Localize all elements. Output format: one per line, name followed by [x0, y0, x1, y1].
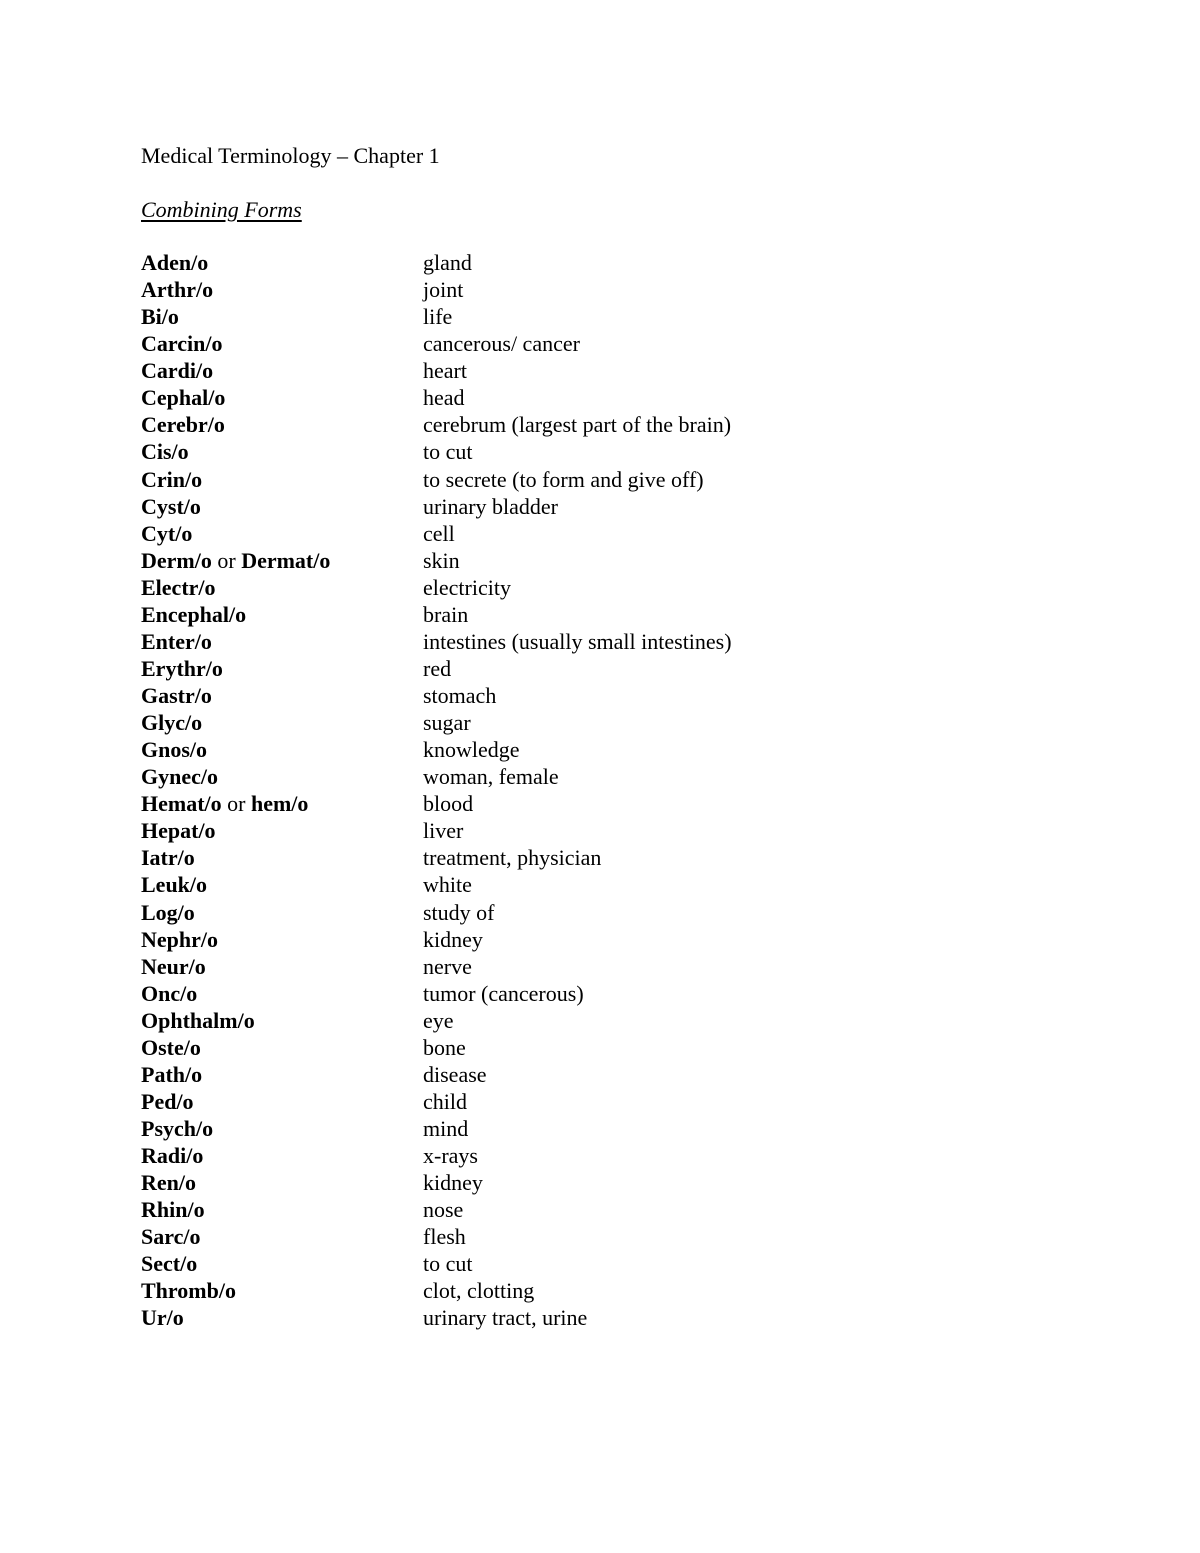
term-row: [141, 547, 941, 574]
definition: to secrete (to form and give off): [423, 466, 704, 492]
term-list: [141, 249, 941, 1332]
combining-form: [141, 1142, 423, 1169]
combining-form: [141, 817, 423, 844]
term-row: [141, 601, 941, 628]
combining-form: [141, 1088, 423, 1115]
definition: skin: [423, 547, 460, 573]
combining-form-text: Ped/o: [141, 1088, 194, 1114]
combining-form-text: Neur/o: [141, 953, 206, 979]
combining-form: [141, 384, 423, 411]
term-row: [141, 493, 941, 520]
definition: cell: [423, 520, 455, 546]
term-row: [141, 438, 941, 465]
definition: sugar: [423, 710, 471, 736]
combining-form: [141, 736, 423, 763]
definition: eye: [423, 1007, 454, 1033]
definition: nerve: [423, 953, 472, 979]
combining-form-text: Gastr/o: [141, 683, 212, 708]
definition: red: [423, 655, 452, 681]
combining-form-conjunction: or: [217, 547, 236, 573]
combining-form-conjunction: or: [227, 791, 246, 817]
definition: to cut: [423, 439, 473, 465]
definition: kidney: [423, 926, 483, 952]
term-row: [141, 1196, 941, 1223]
definition: joint: [423, 277, 464, 303]
term-row: [141, 1250, 941, 1277]
term-row: [141, 953, 941, 980]
term-row: [141, 357, 941, 384]
combining-form-text: Hepat/o: [141, 818, 216, 844]
combining-form-text: Nephr/o: [141, 926, 218, 952]
combining-form: [141, 1061, 423, 1088]
definition: brain: [423, 601, 469, 627]
term-row: [141, 655, 941, 682]
term-row: [141, 926, 941, 953]
section-heading: Combining Forms: [141, 197, 302, 222]
definition: flesh: [423, 1224, 466, 1250]
term-row: [141, 276, 941, 303]
combining-form: [141, 844, 423, 871]
definition: intestines (usually small intestines): [423, 628, 732, 654]
definition: cerebrum (largest part of the brain): [423, 412, 732, 438]
definition: electricity: [423, 574, 511, 600]
combining-form: [141, 303, 423, 330]
term-row: [141, 1115, 941, 1142]
combining-form-text: Sect/o: [141, 1251, 198, 1277]
combining-form-text: Psych/o: [141, 1116, 214, 1141]
combining-form-text: Radi/o: [141, 1143, 204, 1169]
term-row: [141, 330, 941, 357]
combining-form: [141, 709, 423, 736]
definition: woman, female: [423, 764, 559, 790]
combining-form: [141, 980, 423, 1007]
combining-form: [141, 466, 423, 493]
combining-form-text: Derm/o: [141, 547, 212, 573]
term-row: [141, 411, 941, 438]
term-row: [141, 1304, 941, 1331]
combining-form-text: Cerebr/o: [141, 412, 225, 438]
definition: gland: [423, 250, 472, 275]
combining-form: [141, 1250, 423, 1277]
definition: urinary bladder: [423, 493, 558, 519]
term-row: [141, 899, 941, 926]
term-row: [141, 1169, 941, 1196]
combining-form: [141, 1169, 423, 1196]
definition: heart: [423, 358, 467, 384]
combining-form: [141, 899, 423, 926]
definition: mind: [423, 1116, 469, 1141]
definition: cancerous/ cancer: [423, 331, 580, 357]
term-row: [141, 303, 941, 330]
combining-form-text: Cephal/o: [141, 385, 226, 411]
definition: child: [423, 1088, 467, 1114]
combining-form-text: Aden/o: [141, 250, 209, 275]
combining-form: [141, 411, 423, 438]
combining-form-text: Leuk/o: [141, 872, 208, 898]
combining-form-text: Crin/o: [141, 466, 203, 492]
combining-form-text: Onc/o: [141, 980, 198, 1006]
combining-form-text: Arthr/o: [141, 277, 214, 303]
definition: white: [423, 872, 472, 898]
combining-form: [141, 1007, 423, 1034]
definition: bone: [423, 1034, 466, 1060]
combining-form-text: Carcin/o: [141, 331, 223, 357]
combining-form-text: Gnos/o: [141, 737, 208, 763]
combining-form-text: Dermat/o: [241, 547, 331, 573]
definition: blood: [423, 791, 474, 817]
term-row: [141, 1142, 941, 1169]
term-row: [141, 249, 941, 276]
combining-form-text: Sarc/o: [141, 1224, 201, 1250]
definition: nose: [423, 1197, 464, 1223]
definition: knowledge: [423, 737, 520, 763]
definition: kidney: [423, 1170, 483, 1196]
term-row: [141, 1061, 941, 1088]
combining-form: [141, 871, 423, 898]
term-row: [141, 628, 941, 655]
combining-form-text: Electr/o: [141, 574, 216, 600]
term-row: [141, 763, 941, 790]
combining-form: [141, 1223, 423, 1250]
term-row: [141, 520, 941, 547]
combining-form-text: Encephal/o: [141, 601, 247, 627]
combining-form-text: Cyst/o: [141, 493, 201, 519]
definition: disease: [423, 1061, 487, 1087]
combining-form: [141, 574, 423, 601]
term-row: [141, 682, 941, 709]
combining-form: [141, 520, 423, 547]
combining-form: [141, 628, 423, 655]
term-row: [141, 844, 941, 871]
term-row: [141, 736, 941, 763]
definition: clot, clotting: [423, 1278, 535, 1304]
term-row: [141, 384, 941, 411]
combining-form-text: Log/o: [141, 899, 195, 925]
term-row: [141, 1277, 941, 1304]
definition: tumor (cancerous): [423, 980, 584, 1006]
term-row: [141, 1007, 941, 1034]
term-row: [141, 466, 941, 493]
combining-form-text: Glyc/o: [141, 710, 203, 736]
combining-form-text: Thromb/o: [141, 1278, 236, 1304]
term-row: [141, 709, 941, 736]
combining-form-text: Cyt/o: [141, 520, 193, 546]
combining-form-text: Hemat/o: [141, 791, 222, 817]
definition: life: [423, 304, 453, 330]
combining-form: [141, 493, 423, 520]
combining-form: [141, 276, 423, 303]
term-row: [141, 574, 941, 601]
combining-form: [141, 249, 423, 276]
combining-form: [141, 1115, 423, 1142]
term-row: [141, 980, 941, 1007]
term-row: [141, 1223, 941, 1250]
definition: treatment, physician: [423, 845, 602, 871]
combining-form-text: Rhin/o: [141, 1197, 205, 1223]
combining-form: [141, 682, 423, 709]
combining-form-text: Ophthalm/o: [141, 1007, 255, 1033]
combining-form-text: Ren/o: [141, 1170, 196, 1196]
definition: head: [423, 385, 465, 411]
combining-form: [141, 790, 423, 817]
combining-form: [141, 1196, 423, 1223]
combining-form-text: Ur/o: [141, 1305, 184, 1331]
term-row: [141, 817, 941, 844]
combining-form: [141, 357, 423, 384]
combining-form: [141, 547, 423, 574]
combining-form: [141, 926, 423, 953]
combining-form-text: Bi/o: [141, 304, 179, 330]
term-row: [141, 790, 941, 817]
combining-form-text: Iatr/o: [141, 845, 195, 871]
combining-form: [141, 953, 423, 980]
combining-form: [141, 763, 423, 790]
combining-form-text: hem/o: [250, 791, 309, 817]
combining-form-text: Cardi/o: [141, 358, 214, 384]
definition: liver: [423, 818, 464, 844]
combining-form-text: Erythr/o: [141, 655, 223, 681]
combining-form: [141, 1034, 423, 1061]
combining-form-text: Cis/o: [141, 439, 189, 465]
combining-form: [141, 1277, 423, 1304]
combining-form-text: Enter/o: [141, 628, 212, 654]
combining-form: [141, 1304, 423, 1331]
page-title: Medical Terminology – Chapter 1: [141, 143, 440, 168]
combining-form: [141, 601, 423, 628]
definition: to cut: [423, 1251, 473, 1277]
combining-form: [141, 655, 423, 682]
term-row: [141, 1088, 941, 1115]
definition: urinary tract, urine: [423, 1305, 588, 1331]
combining-form: [141, 330, 423, 357]
term-row: [141, 1034, 941, 1061]
combining-form-text: Path/o: [141, 1061, 203, 1087]
definition: x-rays: [423, 1143, 478, 1169]
combining-form-text: Gynec/o: [141, 764, 218, 790]
term-row: [141, 871, 941, 898]
combining-form: [141, 438, 423, 465]
combining-form-text: Oste/o: [141, 1034, 201, 1060]
definition: study of: [423, 899, 495, 925]
definition: stomach: [423, 683, 497, 708]
